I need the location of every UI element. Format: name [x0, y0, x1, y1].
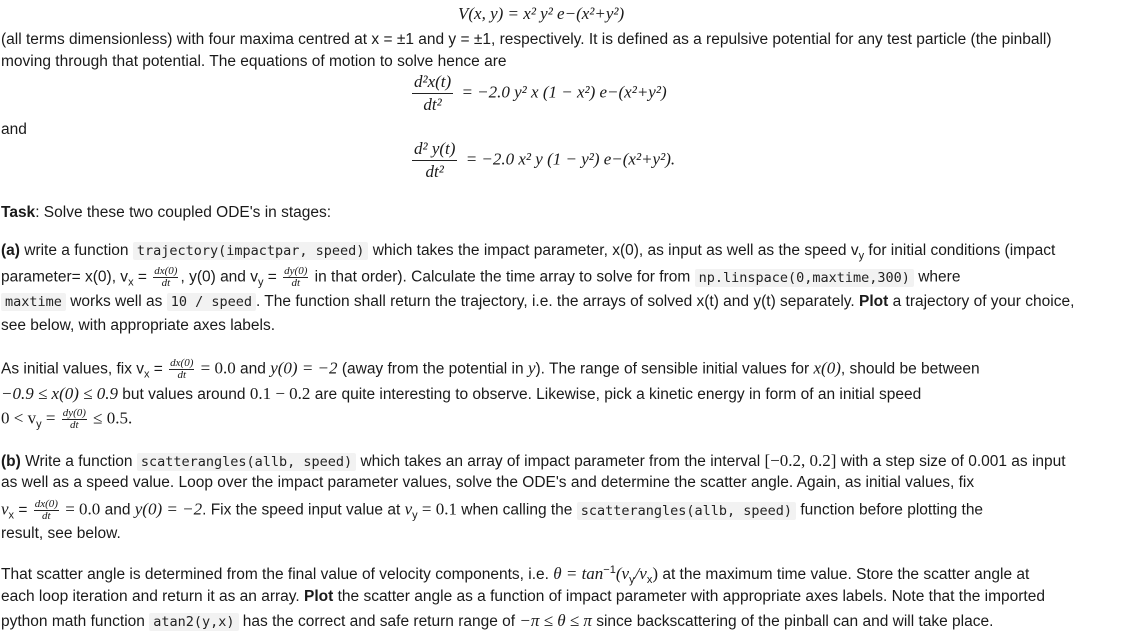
angle-line-3 [1, 611, 993, 631]
init-text: but values around [118, 386, 250, 403]
part-b-label: (b) [1, 453, 21, 470]
init-text: and [235, 360, 271, 378]
init-math: y [527, 358, 536, 378]
subscript: y [36, 418, 42, 431]
part-a-text: = [263, 268, 282, 286]
task-line [1, 204, 331, 222]
part-a-text: write a function [19, 242, 133, 259]
linspace-code: np.linspace(0,maxtime,300) [695, 269, 914, 287]
init-text: As initial values, fix v [1, 360, 144, 378]
subscript: y [629, 574, 635, 587]
angle-text: since backscattering of the pinball can and will take place. [591, 613, 994, 630]
ode-y-equation [408, 139, 675, 182]
intro-line-1: (all terms dimensionless) with four maxima centred at x = ±1 and y = ±1, respectively. It is defined as a repulsive potential for any test particle (the pinball) [1, 31, 1052, 48]
ode-y-rhs: = −2.0 x² y (1 − y²) e−(x²+y²). [465, 149, 676, 169]
fraction-numerator: dx(0) [170, 357, 194, 369]
part-a-line-3 [1, 293, 1074, 311]
part-a-text: parameter= x(0), v [1, 268, 129, 286]
plot-label: Plot [859, 293, 889, 310]
fraction-denominator: dt [70, 419, 79, 431]
fraction-denominator: dt [161, 277, 171, 289]
part-a-text: in that order). Calculate the time array to solve for from [310, 268, 695, 286]
part-a-line-2 [1, 266, 960, 289]
superscript: −1 [603, 563, 616, 576]
ode-x-equation [408, 72, 667, 115]
potential-text: V(x, y) = x² y² e−(x²+y²) [458, 4, 625, 23]
part-b-text: . Fix the speed input value at [202, 501, 405, 519]
ode-y-denominator: dt² [425, 162, 444, 181]
task-label: Task [1, 204, 36, 221]
and-text: and [1, 121, 27, 138]
subscript: x [144, 368, 150, 381]
part-b-text: and [100, 501, 135, 519]
plot-label: Plot [304, 588, 334, 605]
fraction-denominator: dt [177, 369, 187, 381]
dx0-fraction [34, 499, 59, 522]
angle-math: −π ≤ θ ≤ π [519, 611, 592, 630]
angle-text: python math function [1, 613, 150, 630]
dx0-fraction [169, 358, 194, 381]
atan2-code: atan2(y,x) [149, 613, 238, 631]
task-text: : Solve these two coupled ODE's in stages: [35, 204, 332, 221]
part-b-line-4: result, see below. [1, 525, 121, 542]
part-b-math: v [1, 499, 9, 519]
init-a-line-3 [1, 408, 132, 431]
init-math: 0 < v [1, 408, 37, 428]
maxtime-code: maxtime [1, 293, 66, 311]
part-a-text: where [913, 268, 961, 286]
part-b-text: Write a function [20, 453, 137, 470]
angle-math: (v [615, 564, 630, 583]
part-b-math: v [404, 499, 413, 519]
angle-text: the scatter angle as a function of impact parameter with appropriate axes labels. Note that the imported [333, 588, 1045, 605]
part-b-line-2: as well as a speed value. Loop over the impact parameter values, solve the ODE's and determine the scatter angle. Again, as initial values, fix [1, 474, 975, 491]
ode-y-fraction [412, 139, 457, 182]
angle-text: That scatter angle is determined from the final value of velocity components, i.e. [1, 566, 554, 583]
init-text: ). The range of sensible initial values for [535, 360, 814, 378]
init-text: are quite interesting to observe. Likewise, pick a kinetic energy in form of an initial speed [310, 386, 922, 403]
ode-x-denominator: dt² [423, 95, 442, 114]
scatterangles-code-2: scatterangles(allb, speed) [577, 502, 796, 520]
init-text: , should be between [840, 360, 980, 378]
init-math: −0.9 ≤ x(0) ≤ 0.9 [1, 384, 118, 403]
part-a-text: a trajectory of your choice, [888, 293, 1075, 310]
part-b-text: when calling the [456, 501, 577, 519]
ode-x-numerator: d²x(t) [412, 72, 453, 94]
part-b-text: which takes an array of impact parameter from the interval [356, 453, 765, 470]
subscript: x [646, 574, 653, 587]
fraction-denominator: dt [291, 277, 301, 289]
speed-code: 10 / speed [167, 293, 256, 311]
part-a-text: = [133, 268, 152, 286]
part-a-text: which takes the impact parameter, x(0), as input as well as the speed v [368, 242, 859, 259]
fraction-numerator: dy(0) [284, 265, 308, 277]
potential-equation [458, 4, 624, 24]
init-math: = [41, 408, 60, 428]
init-math: x(0) [813, 358, 841, 378]
init-a-line-2 [1, 384, 921, 404]
init-math: y(0) = −2 [270, 358, 338, 378]
part-b-line-1 [1, 451, 1066, 471]
subscript: y [257, 276, 264, 289]
init-math: ≤ 0.5. [88, 408, 133, 428]
angle-line-1 [1, 563, 1030, 587]
angle-math: ) [652, 564, 659, 583]
intro-line-2: moving through that potential. The equations of motion to solve hence are [1, 53, 507, 70]
trajectory-code: trajectory(impactpar, speed) [133, 242, 369, 260]
interval-math: [−0.2, 0.2] [764, 451, 837, 470]
angle-math: θ = tan [553, 564, 604, 583]
angle-math: /v [634, 564, 647, 583]
ode-x-fraction [412, 72, 453, 115]
part-b-math: = 0.0 [60, 499, 101, 519]
dy0-fraction [62, 408, 87, 431]
part-a-text: works well as [65, 293, 167, 310]
fraction-denominator: dt [42, 510, 51, 522]
part-a-text: . The function shall return the trajectory, i.e. the arrays of solved x(t) and y(t) separately. [255, 293, 860, 310]
angle-text: at the maximum time value. Store the scatter angle at [658, 566, 1030, 583]
subscript: x [128, 276, 134, 289]
part-b-text: function before plotting the [796, 501, 984, 519]
angle-text: has the correct and safe return range of [238, 613, 520, 630]
init-text: (away from the potential in [337, 360, 528, 378]
init-math: = 0.0 [196, 358, 236, 378]
ode-y-numerator: d² y(t) [412, 139, 457, 161]
scatterangles-code: scatterangles(allb, speed) [137, 453, 356, 471]
fraction-numerator: dx(0) [34, 498, 58, 510]
subscript: y [858, 250, 865, 263]
part-a-text: for initial conditions (impact [864, 242, 1056, 259]
subscript: x [8, 509, 15, 522]
part-a-text: , y(0) and v [180, 268, 258, 286]
subscript: y [412, 509, 418, 522]
init-a-line-1 [1, 358, 980, 381]
fraction-numerator: dx(0) [154, 265, 178, 277]
part-a-line-4: see below, with appropriate axes labels. [1, 317, 275, 334]
fraction-numerator: dy(0) [62, 407, 86, 419]
part-a-label: (a) [1, 242, 20, 259]
part-b-math: y(0) = −2 [134, 499, 203, 519]
part-b-line-3 [1, 499, 983, 522]
init-math: 0.1 − 0.2 [249, 384, 311, 403]
ode-x-rhs: = −2.0 y² x (1 − x²) e−(x²+y²) [461, 82, 667, 102]
dy0-fraction [283, 266, 308, 289]
part-b-text: with a step size of 0.001 as input [836, 453, 1066, 470]
part-b-math: = 0.1 [417, 499, 457, 519]
part-a-line-1 [1, 242, 1056, 263]
init-text: = [149, 360, 168, 378]
angle-text: each loop iteration and return it as an array. [1, 588, 304, 605]
part-b-text: = [14, 501, 32, 519]
angle-line-2 [1, 588, 1045, 606]
dx0-fraction [153, 266, 178, 289]
